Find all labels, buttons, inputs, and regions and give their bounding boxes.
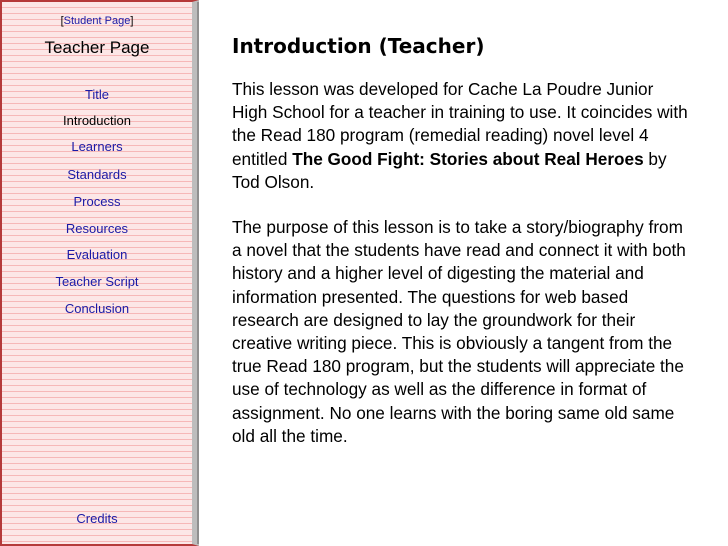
nav-resources[interactable]: Resources [65, 221, 129, 236]
nav-introduction[interactable]: Introduction [63, 113, 131, 128]
page-title: Introduction (Teacher) [232, 34, 485, 58]
sidebar-title: Teacher Page [44, 38, 150, 57]
nav-process[interactable]: Process [73, 194, 121, 209]
nav-standards[interactable]: Standards [67, 167, 127, 182]
nav-conclusion[interactable]: Conclusion [64, 301, 130, 316]
intro-text-end: by Tod Olson. [232, 148, 667, 192]
book-title: The Good Fight: Stories about Real Heroes [292, 148, 644, 169]
close-bracket: ] [130, 15, 134, 27]
nav-learners[interactable]: Learners [71, 139, 123, 154]
intro-paragraph [232, 78, 692, 194]
nav-title[interactable]: Title [84, 87, 110, 102]
student-page-link-line [2, 15, 192, 27]
intro-text-start: This lesson was developed for Cache La Poudre Junior High School for a teacher in training to use. It coincides with the Read 180 program (remedial reading) novel level 4 entitled [232, 79, 688, 169]
purpose-paragraph: The purpose of this lesson is to take a story/biography from a novel that the students have read and connect it with both history and a higher level of digesting the material and information presented. The questions for web based research are designed to lay the groundwork for their creative writing piece. This is obviously a tangent from the true Read 180 program, but the students will appreciate the use of technology as well as the difference in format of assignment. No one learns with the boring same old same old all the time. [232, 217, 686, 446]
content-body [232, 78, 692, 448]
nav-evaluation[interactable]: Evaluation [66, 247, 128, 262]
nav-teacher-script[interactable]: Teacher Script [55, 274, 139, 289]
nav-credits[interactable]: Credits [76, 511, 118, 526]
sidebar [0, 0, 199, 546]
student-page-link[interactable]: Student Page [63, 15, 131, 27]
open-bracket: [ [60, 15, 64, 27]
